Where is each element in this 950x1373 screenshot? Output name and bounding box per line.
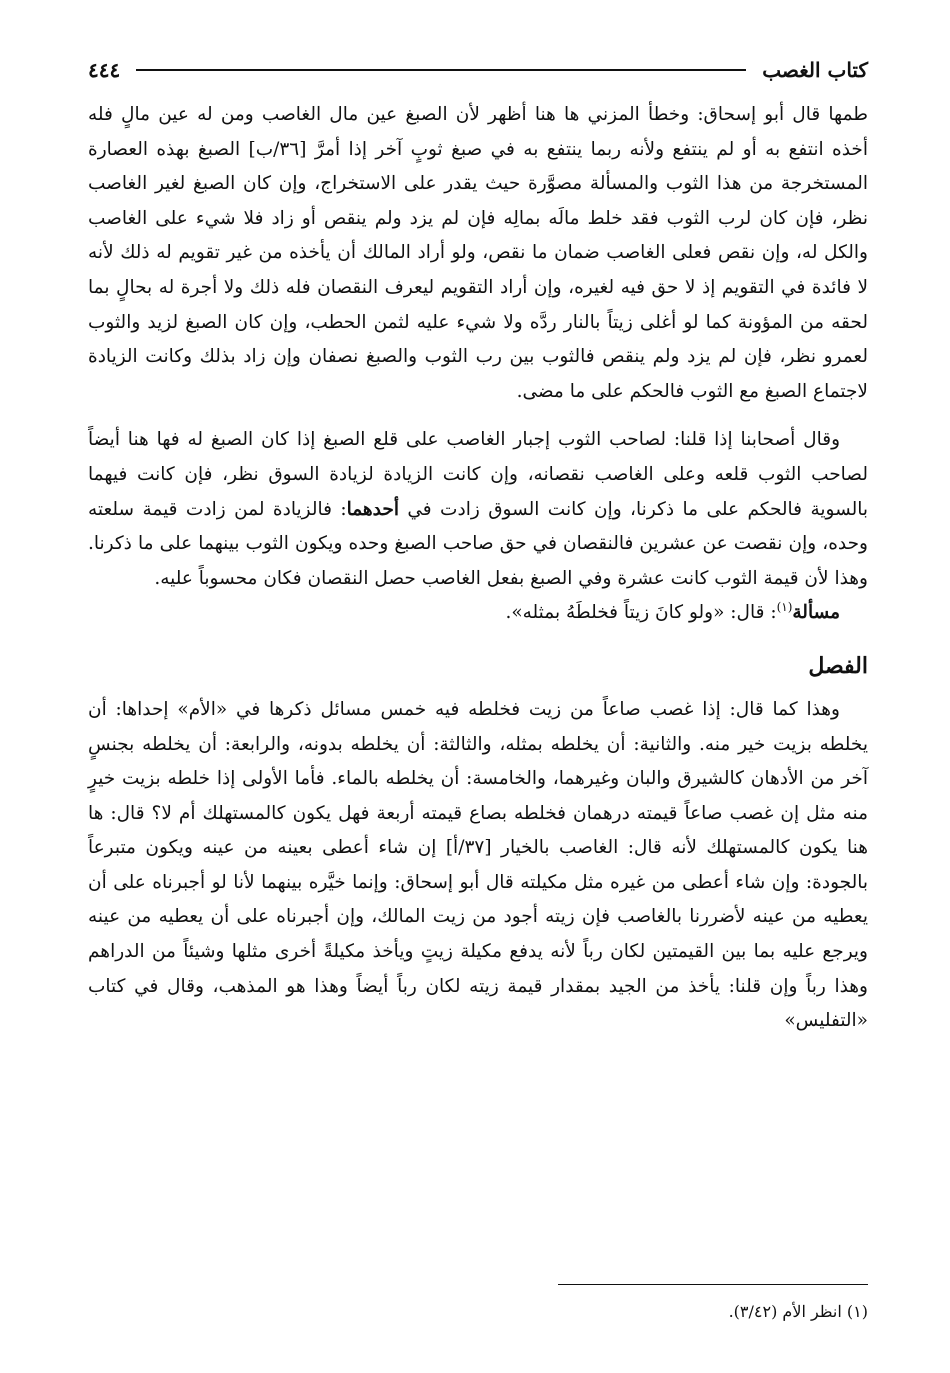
- running-title: كتاب الغصب: [762, 58, 868, 82]
- page-header: [88, 50, 868, 90]
- header-rule: [136, 69, 746, 71]
- page-number: ٤٤٤: [88, 58, 121, 82]
- paragraph-1: طمها قال أبو إسحاق: وخطأ المزني ها هنا أظهر لأن الصبغ عين مال الغاصب ومن له عين مالٍ فله أخذه انتفع به أو لم ينتفع ولأنه ربما ينتفع به في صبغ ثوبٍ آخر إذا أمرَّ [٣٦/ب] الصبغ بهذه العصارة المستخرجة من هذا الثوب والمسألة مصوَّرة حيث يقدر على الاستخراج، وإن كان الصبغ لغير الغاصب نظر، فإن كان لرب الثوب فقد خلط مالَه بمالِه فإن لم يزد ولم ينقص أو زاد فلا شيء على الغاصب والكل له، وإن نقص فعلى الغاصب ضمان ما نقص، ولو أراد المالك أن يأخذه من غير تقويم له ذلك لأنه لا فائدة في التقويم إذ لا حق فيه لغيره، وإن أراد التقويم ليعرف النقصان فله ذلك ولا أجرة له بحالٍ بما لحقه من المؤونة كما لو أغلى زيتاً بالنار ردَّه ولا شيء عليه لثمن الحطب، وإن كان الصبغ لزيد والثوب لعمرو نظر، فإن لم يزد ولم ينقص فالثوب بين رب الثوب والصبغ نصفان وإن زاد بذلك وكانت الزيادة لاجتماع الصبغ مع الثوب فالحكم على ما مضى.: [88, 104, 868, 402]
- paragraph-2-bold-term: أحدهما: [346, 498, 399, 520]
- paragraph-2-part-2: : فالزيادة لمن زادت قيمة سلعته وحده، وإن نقصت عن عشرين فالنقصان في حق صاحب الصبغ وحده ويكون الثوب بينهما على ما ذكرنا. وهذا لأن قيمة الثوب كانت عشرة وفي الصبغ بفعل الغاصب حصل النقصان فكان محسوباً عليه.: [88, 498, 868, 589]
- book-page: [88, 50, 868, 1350]
- footnote-ref: (١): [776, 600, 793, 615]
- masala-line: [88, 596, 868, 631]
- main-text: [88, 98, 868, 1039]
- section-title: الفصل: [808, 652, 868, 679]
- footnote-rule: [558, 1284, 868, 1285]
- masala-text: : قال: «ولو كانَ زيتاً فخلطَهُ بمثله».: [505, 602, 777, 624]
- masala-label: مسألة: [792, 602, 840, 624]
- footnote: (١) انظر الأم (٣/٤٢).: [728, 1302, 868, 1321]
- paragraph-2: [88, 423, 868, 596]
- paragraph-2-part-1: وقال أصحابنا إذا قلنا: لصاحب الثوب إجبار الغاصب على قلع الصبغ إذا كان الصبغ له فها هنا أيضاً لصاحب الثوب قلعه وعلى الغاصب نقصانه، وإن كانت الزيادة لزيادة السوق نظر، فإن كانت فيهما بالسوية فالحكم على ما ذكرنا، وإن كانت السوق زادت في: [88, 429, 868, 520]
- paragraph-3: وهذا كما قال: إذا غصب صاعاً من زيت فخلطه فيه خمس مسائل ذكرها في «الأم» إحداها: أن يخلطه بزيت خير منه. والثانية: أن يخلطه بمثله، والثالثة: أن يخلطه بدونه، والرابعة: أن يخلطه بجنسٍ آخر من الأدهان كالشيرق والبان وغيرهما، والخامسة: أن يخلطه بالماء. فأما الأولى إذا خلطه بزيت خيرٍ منه مثل إن غصب صاعاً قيمته درهمان فخلطه بصاع قيمته أربعة فهل يكون كالمستهلك أم لا؟ قال: ها هنا يكون كالمستهلك لأنه قال: الغاصب بالخيار [٣٧/أ] إن شاء أعطى بعينه من عينه ويكون متبرعاً بالجودة: وإن شاء أعطى من غيره مثل مكيلته قال أبو إسحاق: وإنما خيَّره بينهما لأنا لو أجبرناه على أن يعطيه من عينه لأضررنا بالغاصب فإن زيته أجود من زيت المالك، وإن أجبرناه على أن يعطيه من عينه ويرجع عليه بما بين القيمتين لكان رباً لأنه يدفع مكيلة زيتٍ ويأخذ مكيلةً أخرى مثلها وشيئاً من الدراهم وهذا رباً وإن قلنا: يأخذ من الجيد بمقدار قيمة زيته لكان رباً أيضاً وهذا هو المذهب، وقال في كتاب «التفليس»: [88, 698, 868, 1032]
